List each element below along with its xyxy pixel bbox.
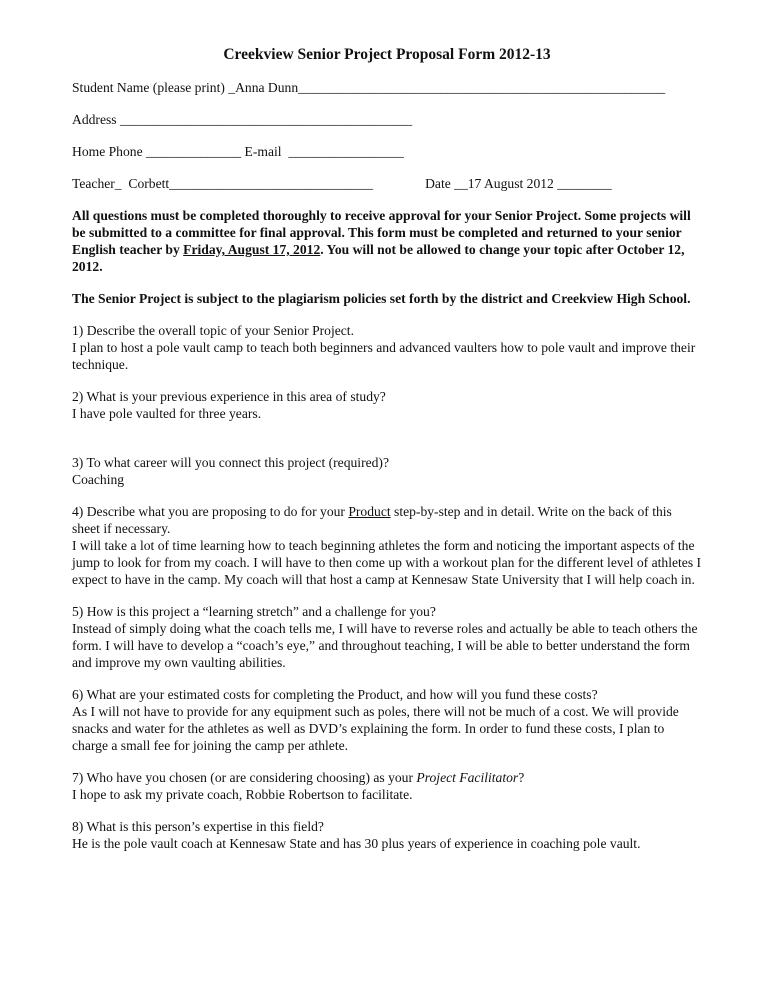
question-4-text-pre: 4) Describe what you are proposing to do for your bbox=[72, 504, 349, 519]
question-block-7 bbox=[72, 769, 702, 803]
project-facilitator-emphasis: Project Facilitator bbox=[416, 770, 519, 785]
question-1: 1) Describe the overall topic of your Senior Project. bbox=[72, 323, 354, 338]
answer-7: I hope to ask my private coach, Robbie Robertson to facilitate. bbox=[72, 787, 413, 802]
product-emphasis: Product bbox=[348, 504, 391, 519]
question-6: 6) What are your estimated costs for completing the Product, and how will you fund these costs? bbox=[72, 687, 598, 702]
question-8: 8) What is this person’s expertise in this field? bbox=[72, 819, 324, 834]
address-line: Address ___________________________________________ bbox=[72, 112, 413, 127]
phone-email-line: Home Phone ______________ E-mail _________________ bbox=[72, 144, 404, 159]
teacher-field: Teacher_ Corbett______________________________ bbox=[72, 176, 374, 191]
question-2: 2) What is your previous experience in this area of study? bbox=[72, 389, 386, 404]
answer-1: I plan to host a pole vault camp to teach both beginners and advanced vaulters how to pole vault and improve their technique. bbox=[72, 340, 696, 372]
proposal-form-page bbox=[72, 46, 702, 867]
answer-5: Instead of simply doing what the coach tells me, I will have to reverse roles and actually be able to teach others the form. I will have to develop a “coach’s eye,” and throughout teaching, I will be able to better understand the form and improve my own vaulting abilities. bbox=[72, 621, 698, 670]
question-block-6 bbox=[72, 686, 702, 754]
teacher-date-line bbox=[72, 175, 702, 192]
page-title: Creekview Senior Project Proposal Form 2012-13 bbox=[223, 46, 551, 63]
question-block-8 bbox=[72, 818, 702, 852]
question-7 bbox=[72, 769, 702, 786]
instructions-paragraph bbox=[72, 207, 702, 275]
plagiarism-notice: The Senior Project is subject to the plagiarism policies set forth by the district and Creekview High School. bbox=[72, 291, 691, 306]
question-3: 3) To what career will you connect this project (required)? bbox=[72, 455, 389, 470]
question-5: 5) How is this project a “learning stretch” and a challenge for you? bbox=[72, 604, 436, 619]
answer-2: I have pole vaulted for three years. bbox=[72, 406, 262, 421]
question-block-3 bbox=[72, 454, 702, 488]
question-4 bbox=[72, 503, 702, 537]
answer-8: He is the pole vault coach at Kennesaw State and has 30 plus years of experience in coaching pole vault. bbox=[72, 836, 641, 851]
instructions-text-2: . You will not be allowed to change your topic after October 12, 2012. bbox=[72, 242, 685, 274]
answer-3: Coaching bbox=[72, 472, 125, 487]
question-block-4 bbox=[72, 503, 702, 588]
question-block-2 bbox=[72, 388, 702, 422]
question-7-text-pre: 7) Who have you chosen (or are considering choosing) as your bbox=[72, 770, 417, 785]
answer-6: As I will not have to provide for any equipment such as poles, there will not be much of a cost. We will provide snacks and water for the athletes as well as DVD’s explaining the form. In order to fund these costs, I plan to charge a small fee for joining the camp per athlete. bbox=[72, 704, 679, 753]
date-field: Date __17 August 2012 ________ bbox=[425, 176, 612, 191]
deadline-date: Friday, August 17, 2012 bbox=[183, 242, 321, 257]
question-block-1 bbox=[72, 322, 702, 373]
question-block-5 bbox=[72, 603, 702, 671]
question-7-text-post: ? bbox=[518, 770, 525, 785]
answer-4: I will take a lot of time learning how to teach beginning athletes the form and noticing the important aspects of the jump to look for from my coach. I will have to then come up with a workout plan for the different level of athletes I expect to have in the camp. My coach will that host a camp at Kennesaw State University that I will help coach in. bbox=[72, 538, 702, 587]
instructions-text-1: All questions must be completed thoroughly to receive approval for your Senior Project. Some projects will be submitted to a committee for final approval. This form must be completed and returned to your senior English teacher by bbox=[72, 208, 691, 257]
question-4-text-post: step-by-step and in detail. Write on the back of this sheet if necessary. bbox=[72, 504, 672, 536]
student-name-line: Student Name (please print) _Anna Dunn______________________________________________________ bbox=[72, 80, 666, 95]
